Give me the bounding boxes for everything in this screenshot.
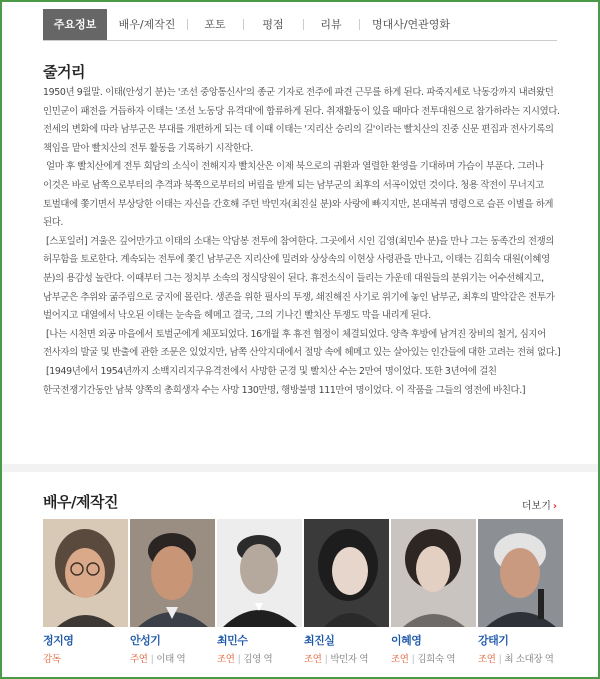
synopsis-title: 줄거리 (43, 63, 85, 81)
synopsis-paragraph-1: 1950년 9월말. 이태(안성기 분)는 '조선 중앙통신사'의 종군 기자로 전주에 파견 근무를 하게 된다. 파죽지세로 낙동강까지 내려왔던 인민군이 패전을 거듭하자 이태는 '조선 노동당 유격대'에 합류하게 된다. 취재활동이 있을 때마다 전투대원으로 참가하라는 지시였다. 전세의 변화에 따라 남부군은 부대를 개편하게 되는 데 이때 이태는 '지리산 승리의 길'이라는 빨치산의 진중 신문 편집과 전사기록의 책임을 맡아 빨치산의 전투 활동을 기록하기 시작한다. (43, 87, 560, 154)
tab-main-info[interactable]: 주요정보 (43, 9, 107, 40)
cast-card (304, 519, 389, 665)
role-character: 김희숙 역 (417, 654, 456, 665)
person-role (478, 651, 563, 665)
synopsis-paragraph-3: [스포일러] 겨울은 깊어만가고 이태의 소대는 악담봉 전투에 참여한다. 그곳에서 시인 김영(최민수 분)을 만나 그는 동족간의 전쟁의 허무함을 토로한다. 계속되는 전투에 쫓긴 남부군은 지리산에 밀려와 상상속의 이현상 사령관을 만나고, 이태는 김희숙 대원(이혜영 분)의 용감성 놀란다. 이때부터 그는 정치부 소속의 정식당원이 된다. 휴전소식이 들리는 가운데 대원들의 분위기는 어수선해지고, 남부군은 추위와 굶주림으로 궁지에 몰린다. 생존을 위한 필사의 투쟁, 쇄진해진 사기로 위기에 놓인 남부군, 최후의 발악같은 전투가 벌어지고 대열에서 낙오된 이태는 눈속을 헤메고 결국, 그의 기나긴 빨치산 투쟁도 막을 내리게 된다. (43, 235, 555, 322)
tab-bar (43, 9, 557, 41)
tab-reviews[interactable]: 리뷰 (303, 9, 359, 40)
cast-card (43, 519, 128, 665)
person-name[interactable]: 최진실 (304, 634, 335, 647)
role-kind: 조연 (304, 654, 322, 665)
cast-card (217, 519, 302, 665)
tab-photos[interactable]: 포토 (187, 9, 243, 40)
person-role (43, 651, 128, 665)
role-separator: | (237, 654, 241, 665)
person-name[interactable]: 이혜영 (391, 634, 422, 647)
person-name[interactable]: 최민수 (217, 634, 248, 647)
section-divider (2, 464, 598, 472)
person-role (304, 651, 389, 665)
role-kind: 감독 (43, 654, 61, 665)
person-photo[interactable] (391, 519, 476, 627)
tab-ratings[interactable]: 평점 (243, 9, 303, 40)
role-kind: 조연 (391, 654, 409, 665)
cast-card (391, 519, 476, 665)
role-kind: 주연 (130, 654, 148, 665)
more-label: 더보기 (521, 501, 551, 512)
tab-cast-crew[interactable]: 배우/제작진 (118, 18, 176, 31)
person-photo[interactable] (217, 519, 302, 627)
person-photo[interactable] (478, 519, 563, 627)
role-separator: | (324, 654, 328, 665)
chevron-right-icon: › (552, 501, 557, 512)
role-character: 김영 역 (243, 654, 273, 665)
more-link[interactable] (522, 497, 557, 512)
tab-quotes-related[interactable]: 명대사/연관영화 (359, 9, 463, 40)
synopsis-paragraph-2: 얼마 후 빨치산에게 전투 회담의 소식이 전해지자 빨치산은 이제 북으로의 귀환과 열렬한 환영을 기대하며 가슴이 부푼다. 그러나 이것은 바로 남쪽으로부터의 추격과 북쪽으로부터의 버림을 받게 되는 남부군의 최후의 서곡이었던 것이다. 청용 작전이 무너지고 토벌대에 쫓기면서 부상당한 이태는 자신을 간호해 주던 박민자(최진실 분)와 사랑에 빠지지만, 본대복귀 명령으로 슬픈 이별을 하게 된다. (43, 161, 554, 229)
role-separator: | (498, 654, 502, 665)
role-character: 이태 역 (156, 654, 186, 665)
cast-section-title: 배우/제작진 (43, 493, 118, 511)
role-kind: 조연 (217, 654, 235, 665)
person-photo[interactable] (130, 519, 215, 627)
role-separator: | (411, 654, 415, 665)
person-role (130, 651, 215, 665)
cast-list (43, 519, 563, 665)
role-kind: 조연 (478, 654, 496, 665)
person-name[interactable]: 안성기 (130, 634, 161, 647)
synopsis-paragraph-5: [1949년에서 1954년까지 소백지리지구유격전에서 사망한 군경 및 빨치산 수는 2만여 명이었다. 또한 3년여에 걸친 한국전쟁기간동안 남북 양쪽의 총희생자 수는 사망 130만명, 행방불명 111만여 명이었다. 이 작품을 그들의 영전에 바친다.] (43, 365, 526, 396)
person-photo[interactable] (43, 519, 128, 627)
synopsis-text (43, 84, 561, 400)
role-separator: | (150, 654, 154, 665)
person-name[interactable]: 정지영 (43, 634, 74, 647)
person-photo[interactable] (304, 519, 389, 627)
synopsis-paragraph-4: [나는 시천면 외공 마을에서 토벌군에게 체포되었다. 16개월 후 휴전 협정이 체결되었다. 양측 후방에 남겨진 장비의 철거, 심지어 전사자의 발굴 및 반출에 관한 조문은 있었지만, 남쪽 산악지대에서 절망 속에 헤메고 있는 살아있는 인간들에 대한 고려는 전혀 없다.] (43, 328, 561, 359)
cast-card (478, 519, 563, 665)
role-character: 박민자 역 (330, 654, 369, 665)
cast-card (130, 519, 215, 665)
person-name[interactable]: 강태기 (478, 634, 509, 647)
person-role (217, 651, 302, 665)
person-role (391, 651, 476, 665)
role-character: 최 소대장 역 (504, 654, 554, 665)
